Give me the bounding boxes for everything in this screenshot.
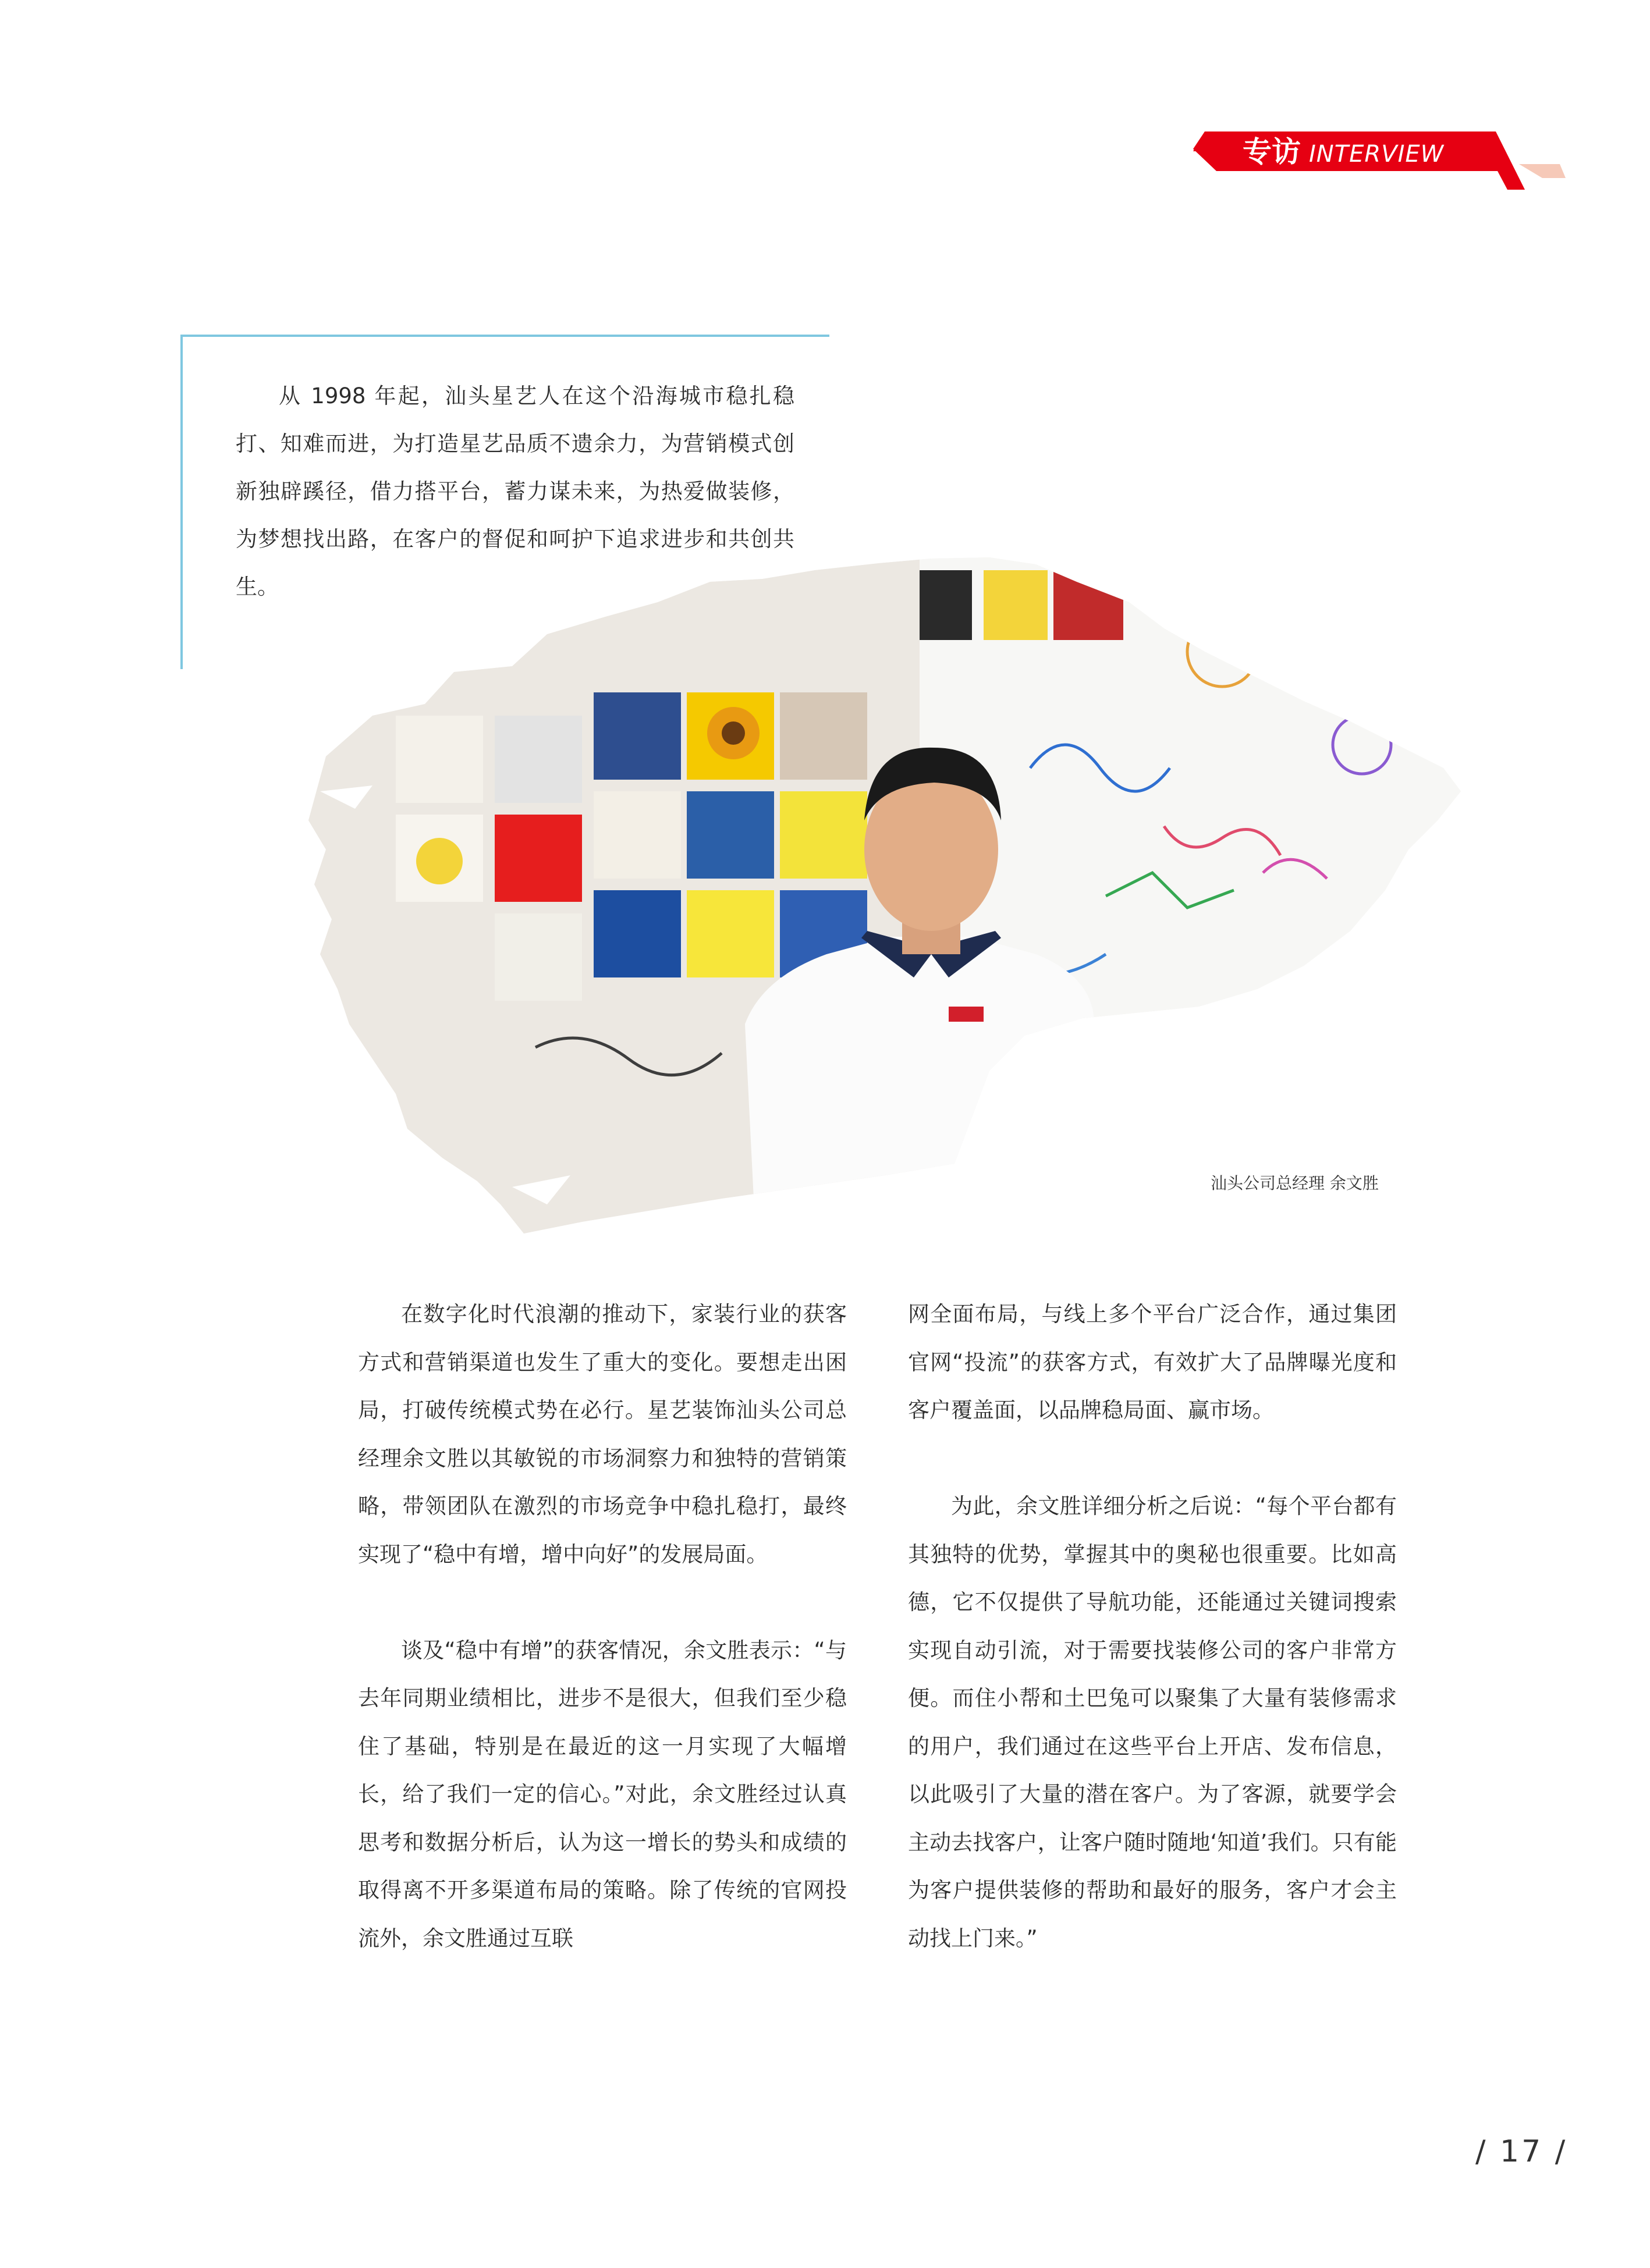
article-column-left — [358, 1291, 847, 1963]
header-tab-shadow — [1519, 164, 1566, 178]
photo-illustration — [303, 547, 1461, 1257]
photo-caption: 汕头公司总经理 余文胜 — [1211, 1174, 1379, 1193]
article-paragraph-left-2: 谈及“稳中有增”的获客情况，余文胜表示：“与去年同期业绩相比，进步不是很大，但我们至少稳住了基础，特别是在最近的这一月实现了大幅增长，给了我们一定的信心。”对此，余文胜经过认真思考和数据分析后，认为这一增长的势头和成绩的取得离不开多渠道布局的策略。除了传统的官网投流外，余文胜通过互联 — [358, 1637, 847, 1951]
article-column-right — [908, 1291, 1397, 1963]
article-paragraph-left-1: 在数字化时代浪潮的推动下，家装行业的获客方式和营销渠道也发生了重大的变化。要想走出困局，打破传统模式势在必行。星艺装饰汕头公司总经理余文胜以其敏锐的市场洞察力和独特的营销策略，带领团队在激烈的市场竞争中稳扎稳打，最终实现了“稳中有增，增中向好”的发展局面。 — [358, 1302, 847, 1567]
section-title-cn: 专访 — [1243, 135, 1301, 169]
intro-paragraph: 从 1998 年起，汕头星艺人在这个沿海城市稳扎稳打、知难而进，为打造星艺品质不遗余力，为营销模式创新独辟蹊径，借力搭平台，蓄力谋未来，为热爱做装修，为梦想找出路，在客户的督促和呵护下追求进步和共创共生。 — [236, 383, 794, 599]
intro-frame-left — [180, 335, 183, 669]
header-text — [1243, 134, 1444, 170]
section-title-en: INTERVIEW — [1309, 141, 1445, 168]
article-paragraph-right-2: 为此，余文胜详细分析之后说：“每个平台都有其独特的优势，掌握其中的奥秘也很重要。比如高德，它不仅提供了导航功能，还能通过关键词搜索实现自动引流，对于需要找装修公司的客户非常方便。而住小帮和土巴兔可以聚集了大量有装修需求的用户，我们通过在这些平台上开店、发布信息，以此吸引了大量的潜在客户。为了客源，就要学会主动去找客户，让客户随时随地‘知道’我们。只有能为客户提供装修的帮助和最好的服务，客户才会主动找上门来。” — [908, 1494, 1397, 1951]
intro-frame-top — [180, 335, 829, 337]
article-paragraph-right-1: 网全面布局，与线上多个平台广泛合作，通过集团官网“投流”的获客方式，有效扩大了品牌曝光度和客户覆盖面，以品牌稳局面、赢市场。 — [908, 1302, 1397, 1423]
page-number: / 17 / — [1475, 2134, 1568, 2169]
portrait-photo — [303, 547, 1461, 1257]
section-header-tab — [1193, 127, 1566, 191]
